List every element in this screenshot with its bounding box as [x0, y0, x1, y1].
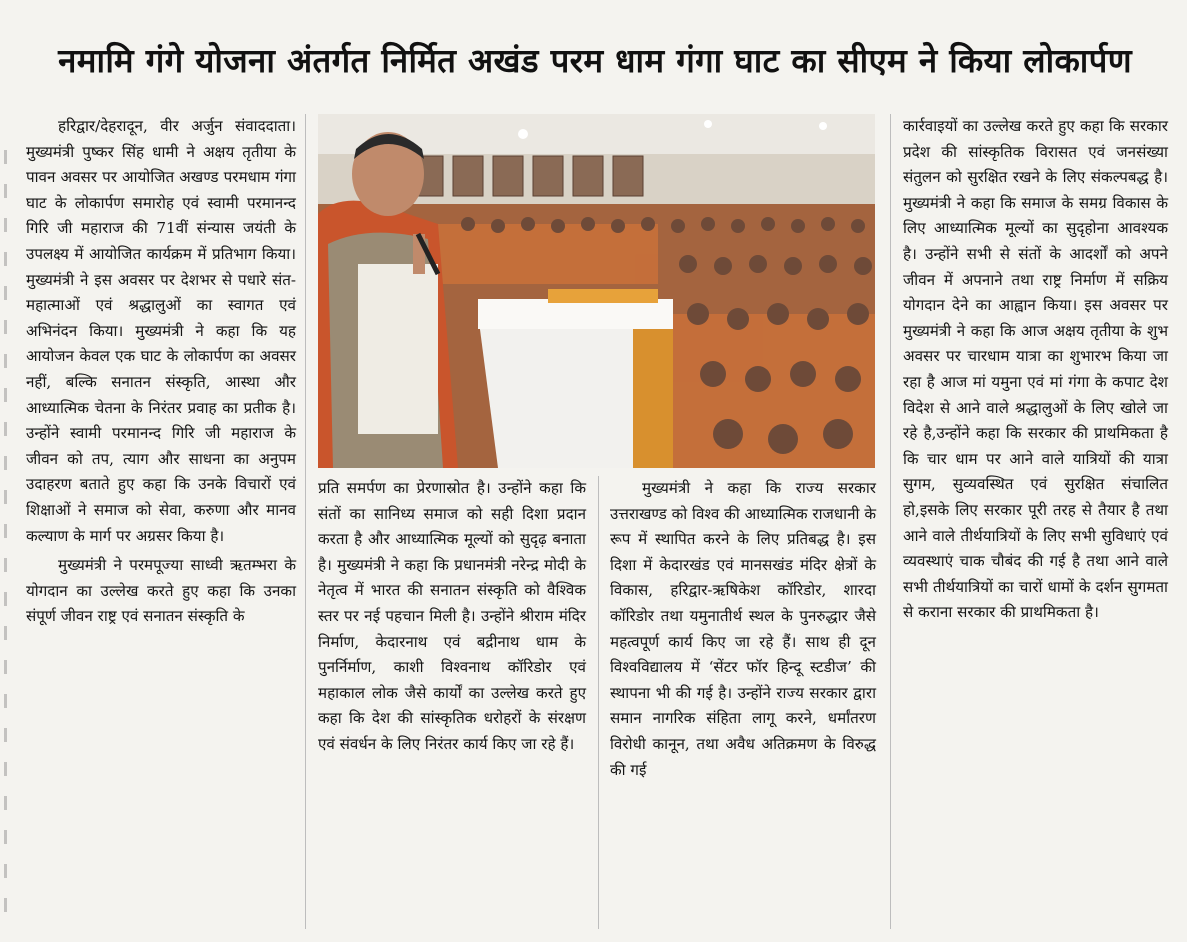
paragraph: कार्रवाइयों का उल्लेख करते हुए कहा कि सरकार प्रदेश की सांस्कृतिक विरासत एवं जनसंख्या संतुलन को सुरक्षित रखने के लिए संकल्पबद्ध है। मुख्यमंत्री ने कहा कि समाज के समग्र विकास के लिए आध्यात्मिक मूल्यों का सुदृहोना आवश्यक है। उन्होंने सभी से संतों के आदर्शों को अपने जीवन में अपनाने तथा राष्ट्र निर्माण में सक्रिय योगदान देने का आह्वान किया। इस अवसर पर मुख्यमंत्री ने कहा कि आज अक्षय तृतीया के शुभ अवसर पर चारधाम यात्रा का शुभारभ किया जा रहा है आज मां यमुना एवं मां गंगा के कपाट देश विदेश से आने वाले श्रद्धालुओं के लिए खोले जा रहे है,उन्होंने कहा कि सरकार की प्राथमिकता है कि चार धाम पर आने वाले यात्रियों की यात्रा सुगम, सुव्यवस्थित एवं सुरक्षित संचालित हो,इसके लिए सरकार पूरी तरह से तैयार है तथा आने वाले तीर्थयात्रियों के लिए सभी सुविधाएं एवं व्यवस्थाएं चाक चौबंद की गई है तथा आने वाले सभी तीर्थयात्रियों का चारों धामों के दर्शन सुगमता से कराना सरकार की प्राथमिकता है। — [903, 117, 1168, 622]
headline: नमामि गंगे योजना अंतर्गत निर्मित अखंड परम धाम गंगा घाट का सीएम ने किया लोकार्पण — [58, 41, 1132, 80]
article-column-2 — [318, 476, 586, 758]
photo-illustration — [318, 114, 875, 468]
page-edge-marks — [0, 150, 12, 930]
article-column-3 — [610, 476, 876, 783]
paragraph: हरिद्वार/देहरादून, वीर अर्जुन संवाददाता। मुख्यमंत्री पुष्कर सिंह धामी ने अक्षय तृतीया के पावन अवसर पर आयोजित अखण्ड परमधाम गंगा घाट के लोकार्पण समारोह एवं स्वामी परमानन्द गिरि जी महाराज की 71वीं संन्यास जयंती के उपलक्ष्य में आयोजित कार्यक्रम में प्रतिभाग किया। मुख्यमंत्री ने इस अवसर पर देशभर से पधारे संत-महात्माओं एवं श्रद्धालुओं का स्वागत एवं अभिनंदन किया। मुख्यमंत्री ने कहा कि यह आयोजन केवल एक घाट के लोकार्पण का अवसर नहीं, बल्कि सनातन संस्कृति, आस्था और आध्यात्मिक चेतना के निरंतर प्रवाह का प्रतीक है। उन्होंने स्वामी परमानन्द गिरि जी महाराज के जीवन को तप, त्याग और साधना का अनुपम उदाहरण बताते हुए कहा कि उनके विचारों एवं शिक्षाओं ने समाज को सेवा, करुणा और मानव कल्याण के मार्ग पर अग्रसर किया है। — [26, 117, 296, 545]
column-divider — [598, 476, 599, 929]
paragraph: प्रति समर्पण का प्रेरणास्रोत है। उन्होंने कहा कि संतों का सानिध्य समाज को सही दिशा प्रदान करता है और आध्यात्मिक मूल्यों को सुदृढ़ बनाता है। मुख्यमंत्री ने कहा कि प्रधानमंत्री नरेन्द्र मोदी के नेतृत्व में भारत की सनातन संस्कृति को वैश्विक स्तर पर नई पहचान मिली है। उन्होंने श्रीराम मंदिर निर्माण, केदारनाथ एवं बद्रीनाथ धाम के पुनर्निर्माण, काशी विश्वनाथ कॉरिडोर एवं महाकाल लोक जैसे कार्यों का उल्लेख करते हुए कहा कि देश की सांस्कृतिक धरोहरों के संरक्षण एवं संवर्धन के लिए निरंतर कार्य किए जा रहे हैं। — [318, 479, 586, 753]
article-column-1 — [26, 114, 296, 630]
speaker-at-podium-photo — [318, 114, 875, 468]
article-column-4 — [903, 114, 1168, 626]
paragraph: मुख्यमंत्री ने परमपूज्या साध्वी ऋतम्भरा के योगदान का उल्लेख करते हुए कहा कि उनका संपूर्ण जीवन राष्ट्र एवं सनातन संस्कृति के — [26, 556, 296, 626]
column-divider — [305, 114, 306, 929]
paragraph: मुख्यमंत्री ने कहा कि राज्य सरकार उत्तराखण्ड को विश्व की आध्यात्मिक राजधानी के रूप में स्थापित करने के लिए प्रतिबद्ध है। इस दिशा में केदारखंड एवं मानसखंड मंदिर क्षेत्रों के विकास, हरिद्वार-ऋषिकेश कॉरिडोर, शारदा कॉरिडोर तथा यमुनातीर्थ स्थल के पुनरुद्धार जैसे महत्वपूर्ण कार्य किए जा रहे हैं। साथ ही दून विश्वविद्यालय में ‘सेंटर फॉर हिन्दू स्टडीज’ की स्थापना भी की गई है। उन्होंने राज्य सरकार द्वारा समान नागरिक संहिता लागू करने, धर्मांतरण विरोधी कानून, तथा अवैध अतिक्रमण के विरुद्ध की गई — [610, 479, 876, 779]
column-divider — [890, 114, 891, 929]
